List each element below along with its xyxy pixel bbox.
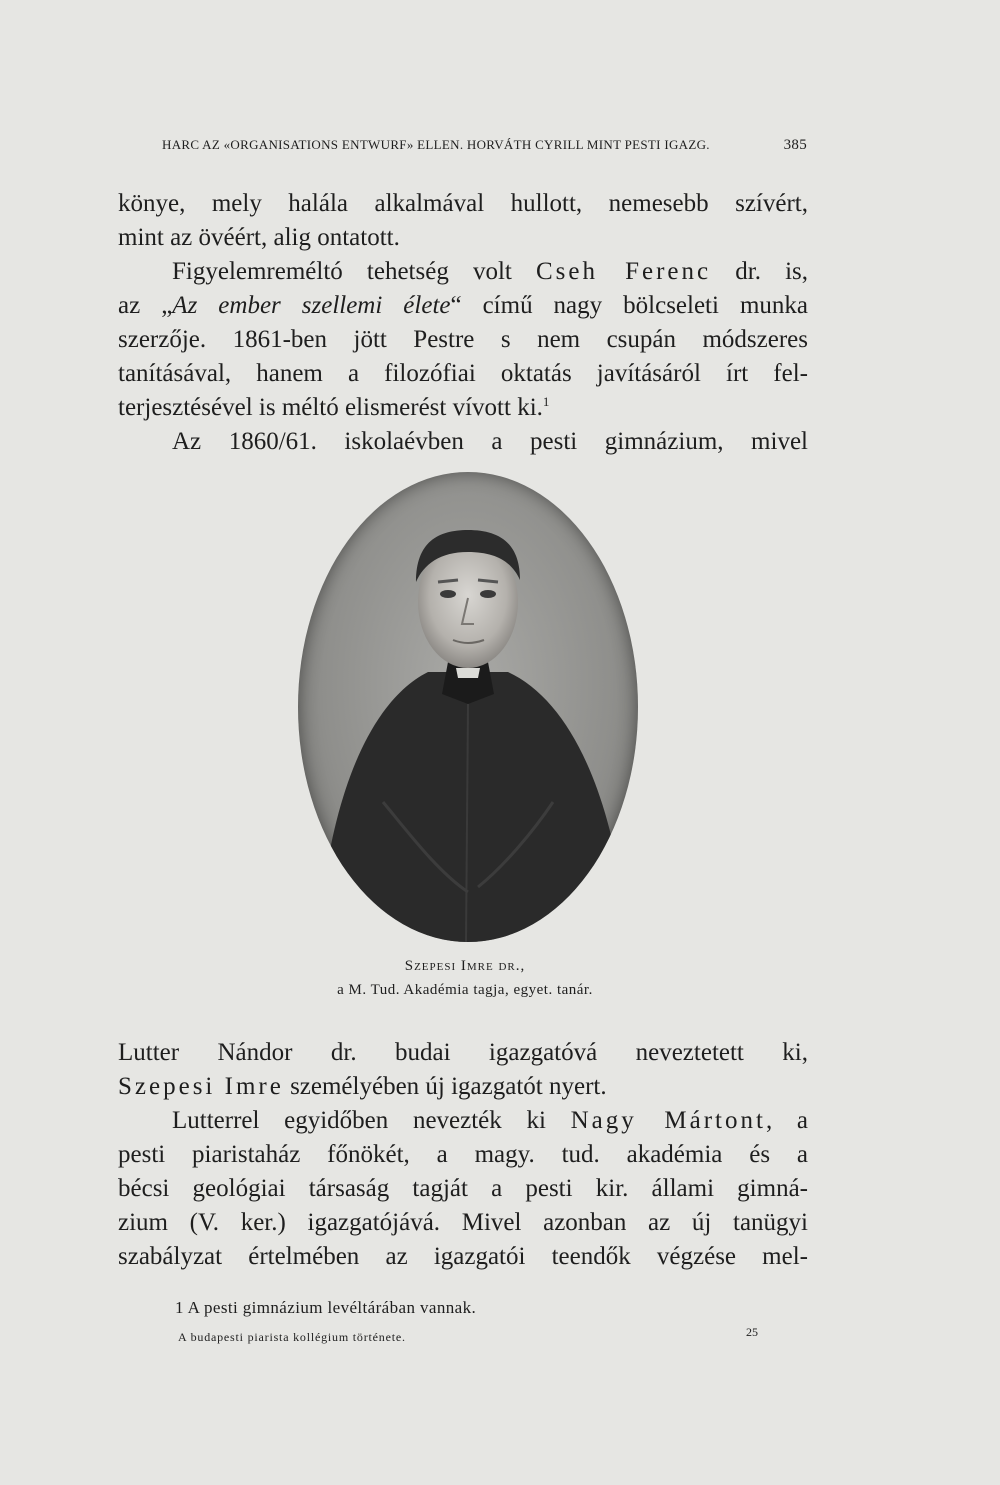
running-head-title: HARC AZ «ORGANISATIONS ENTWURF» ELLEN. HORVÁTH CYRILL MINT PESTI IGAZG. — [162, 137, 710, 152]
text-run: Figyelemreméltó tehetség volt — [172, 258, 536, 285]
spaced-name-cseh-ferenc: Cseh Ferenc — [535, 258, 712, 285]
text-line: Lutter Nándor dr. budai igazgatóvá neveztetett ki, — [118, 1039, 808, 1066]
signature-line: A budapesti piarista kollégium története. — [178, 1330, 406, 1344]
portrait-illustration — [298, 472, 638, 942]
text-run: az „ — [118, 292, 173, 319]
footnote — [175, 1298, 476, 1318]
footnote-marker: 1 — [175, 1298, 184, 1317]
text-run: dr. is, — [711, 258, 808, 285]
text-line: könye, mely halála alkalmával hullott, nemesebb szívért, — [118, 190, 808, 217]
text-run: terjesztésével is méltó elismerést vívott ki. — [118, 394, 543, 421]
text-line — [118, 289, 808, 323]
caption-role: a M. Tud. Akadémia tagja, egyet. tanár. — [337, 982, 593, 998]
running-head — [162, 137, 807, 154]
spaced-name-szepesi-imre: Szepesi Imre — [118, 1073, 284, 1100]
text-line: tanításával, hanem a filozófiai oktatás javításáról írt fel- — [118, 360, 808, 387]
text-line: szerzője. 1861-ben jött Pestre s nem csupán módszeres — [118, 326, 808, 353]
text-run: , a — [765, 1107, 808, 1134]
text-line — [118, 255, 808, 289]
text-line: Az 1860/61. iskolaévben a pesti gimnázium, mivel — [172, 428, 808, 455]
text-line: szabályzat értelmében az igazgatói teendők végzése mel- — [118, 1243, 808, 1270]
footnote-text: A pesti gimnázium levéltárában vannak. — [183, 1298, 477, 1317]
text-line — [118, 391, 808, 425]
text-run: “ című nagy bölcseleti munka — [450, 292, 808, 319]
text-run: Lutterrel egyidőben nevezték ki — [172, 1107, 571, 1134]
top-paragraphs — [118, 187, 808, 459]
book-title-italic: Az ember szellemi élete — [172, 292, 451, 319]
page-number: 385 — [783, 137, 807, 153]
signature-number: 25 — [746, 1325, 758, 1339]
portrait-photo — [298, 472, 638, 942]
footnote-ref: 1 — [542, 394, 550, 409]
text-line: zium (V. ker.) igazgatójává. Mivel azonban az új tanügyi — [118, 1209, 808, 1236]
caption-name: Szepesi Imre dr., — [404, 958, 526, 974]
text-line: bécsi geológiai társaság tagját a pesti kir. állami gimná- — [118, 1175, 808, 1202]
bottom-paragraphs — [118, 1036, 808, 1274]
spaced-name-nagy-marton: Nagy Mártont — [570, 1107, 766, 1134]
text-line — [118, 1104, 808, 1138]
text-line: mint az övéért, alig ontatott. — [118, 224, 400, 251]
text-line: pesti piaristaház főnökét, a magy. tud. akadémia és a — [118, 1141, 808, 1168]
text-run: személyében új igazgatót nyert. — [283, 1073, 607, 1100]
text-line — [118, 1070, 808, 1104]
